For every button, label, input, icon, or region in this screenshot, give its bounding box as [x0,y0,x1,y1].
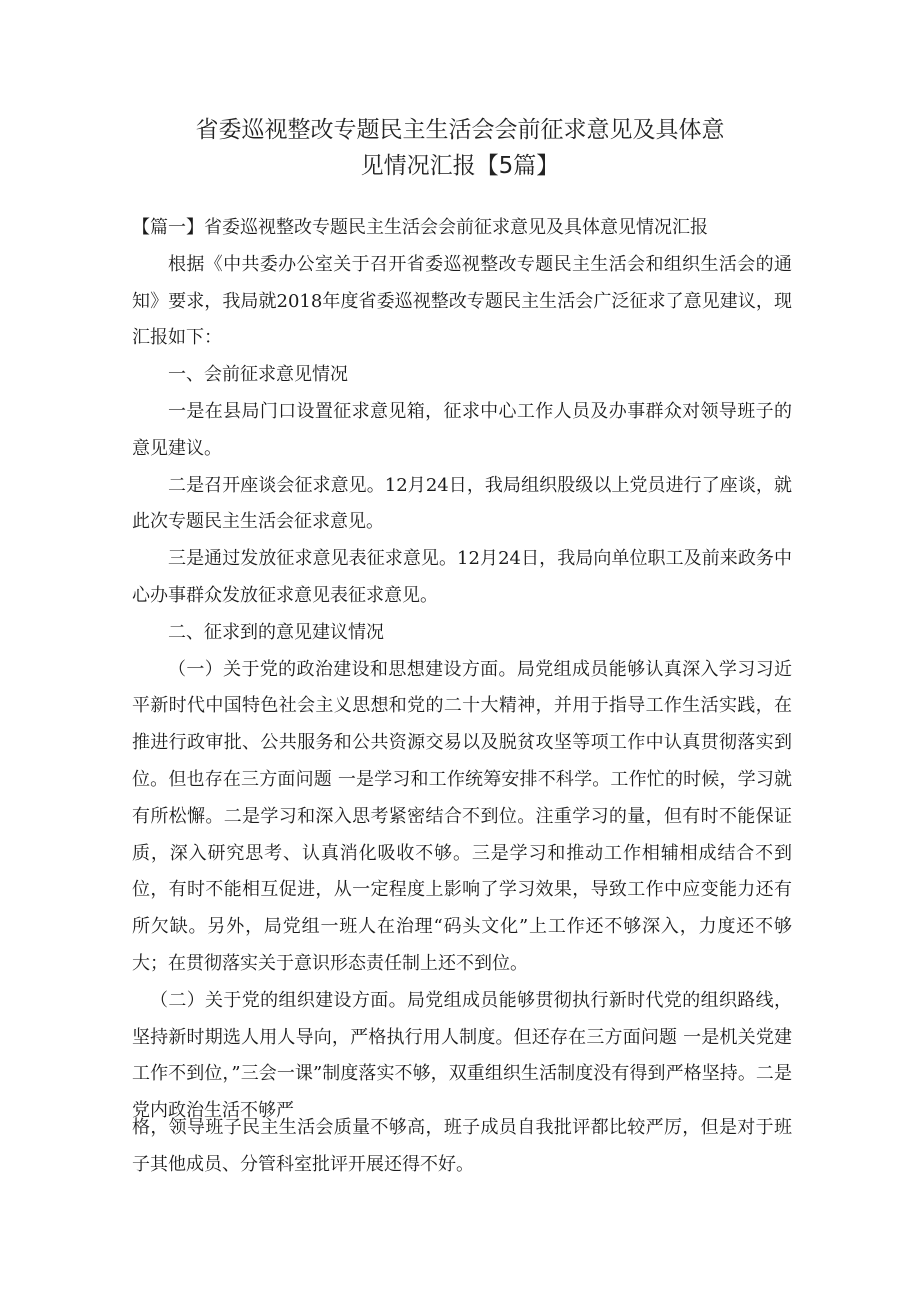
title-line-1: 省委巡视整改专题民主生活会会前征求意见及具体意 [195,117,725,143]
paragraph-intro: 根据《中共委办公室关于召开省委巡视整改专题民主生活会和组织生活会的通知》要求，我局就2018年度省委巡视整改专题民主生活会广泛征求了意见建议，现汇报如下： [132,253,792,349]
paragraph-item-one: 一是在县局门口设置征求意见箱，征求中心工作人员及办事群众对领导班子的意见建议。 [132,400,792,459]
heading-opinions: 二、征求到的意见建议情况 [168,621,384,643]
paragraph-item-three: 三是通过发放征求意见表征求意见。12月24日，我局向单位职工及前来政务中心办事群众发放征求意见表征求意见。 [132,548,792,606]
title-line-2: 见情况汇报【5篇】 [360,153,560,179]
document-body-continued [132,1110,792,1184]
heading-pre-meeting: 一、会前征求意见情况 [168,364,348,386]
section-heading-article-one: 【篇一】省委巡视整改专题民主生活会会前征求意见及具体意见情况汇报 [132,217,708,238]
paragraph-item-two: 二是召开座谈会征求意见。12月24日，我局组织股级以上党员进行了座谈，就此次专题民主生活会征求意见。 [132,474,792,533]
paragraph-political-building: （一）关于党的政治建设和思想建设方面。局党组成员能够认真深入学习习近平新时代中国特色社会主义思想和党的二十大精神，并用于指导工作生活实践，在推进行政审批、公共服务和公共资源交易以及脱贫攻坚等项工作中认真贯彻落实到位。但也存在三方面问题 一是学习和工作统筹安排不科学。工作忙的时候，学习就有所松懈。二是学习和深入思考紧密结合不到位。注重学习的量，但有时不能保证质，深入研究思考、认真消化吸收不够。三是学习和推动工作相辅相成结合不到位，有时不能相互促进，从一定程度上影响了学习效果，导致工作中应变能力还有所欠缺。另外，局党组一班人在治理“码头文化”上工作还不够深入，力度还不够大；在贯彻落实关于意识形态责任制上还不到位。 [132,658,792,974]
paragraph-organization-building: （二）关于党的组织建设方面。局党组成员能够贯彻执行新时代党的组织路线，坚持新时期选人用人导向，严格执行用人制度。但还存在三方面问题 一是机关党建工作不到位，”三会一课”制度落实不够，双重组织生活制度没有得到严格坚持。二是党内政治生活不够严 [132,989,792,1122]
paragraph-continuation: 格，领导班子民主生活会质量不够高，班子成员自我批评都比较严厉，但是对于班子其他成员、分管科室批评开展还得不好。 [132,1117,792,1175]
document-body [132,210,792,1130]
document-title [0,112,920,184]
